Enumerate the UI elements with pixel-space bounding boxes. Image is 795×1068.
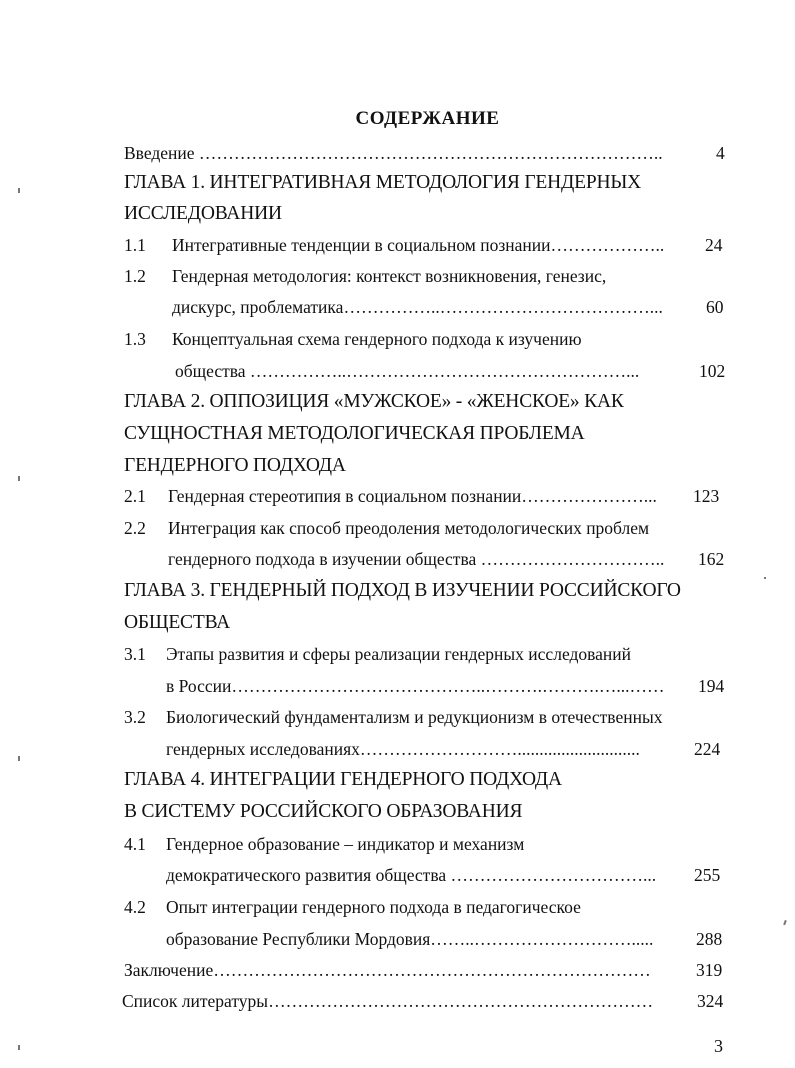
section-1-3-page: 102 — [699, 361, 726, 381]
section-2-2-title-line1: Интеграция как способ преодоления методологических проблем — [168, 518, 650, 538]
section-2-1-page: 123 — [693, 486, 720, 506]
section-1-2-entry — [172, 297, 663, 318]
section-4-1-number: 4.1 — [124, 834, 146, 854]
section-4-1-entry — [166, 865, 656, 886]
scan-speck — [764, 577, 766, 579]
section-3-1-title-line1: Этапы развития и сферы реализации гендерных исследований — [166, 644, 632, 664]
section-1-2-title-line2: дискурс, проблематика — [172, 297, 344, 317]
toc-references — [122, 991, 653, 1012]
section-2-1-entry — [168, 486, 657, 507]
section-2-1-dots: …………………... — [521, 486, 657, 506]
chapter3-title-line2: ОБЩЕСТВА — [124, 612, 231, 633]
section-2-2-number: 2.2 — [124, 518, 146, 538]
section-1-1-entry — [172, 235, 664, 256]
toc-conclusion — [124, 960, 651, 981]
section-2-1-number: 2.1 — [124, 486, 146, 506]
section-4-2-entry — [166, 929, 653, 950]
section-1-2-dots: ……………..………………………………... — [343, 297, 663, 317]
toc-intro-page: 4 — [716, 143, 725, 163]
section-4-1-page: 255 — [694, 865, 721, 885]
section-1-1-number: 1.1 — [124, 235, 146, 255]
section-3-1-title-line2: в России — [166, 676, 232, 696]
chapter1-title-line2: ИССЛЕДОВАНИИ — [124, 203, 282, 224]
toc-references-page: 324 — [697, 991, 724, 1011]
toc-intro-text: Введение — [124, 143, 195, 163]
section-4-2-number: 4.2 — [124, 897, 146, 917]
section-3-2-title-line2: гендерных исследованиях — [166, 739, 360, 759]
section-4-2-dots: ……..………………………..... — [430, 929, 654, 949]
section-3-2-title-line1: Биологический фундаментализм и редукционизм в отечественных — [166, 707, 663, 727]
section-2-2-page: 162 — [698, 549, 725, 569]
section-2-2-dots: ………………………….. — [476, 549, 665, 569]
section-1-3-title-line1: Концептуальная схема гендерного подхода к изучению — [172, 329, 582, 349]
section-4-2-title-line2: образование Республики Мордовия — [166, 929, 431, 949]
toc-conclusion-page: 319 — [696, 960, 723, 980]
chapter1-title-line1: ГЛАВА 1. ИНТЕГРАТИВНАЯ МЕТОДОЛОГИЯ ГЕНДЕРНЫХ — [124, 172, 642, 193]
section-1-1-title: Интегративные тенденции в социальном познании — [172, 235, 551, 255]
chapter2-title-line3: ГЕНДЕРНОГО ПОДХОДА — [124, 455, 346, 476]
toc-conclusion-text: Заключение — [124, 960, 214, 980]
scan-speck — [18, 188, 20, 193]
section-1-3-dots: ……………..…………………………………………... — [245, 361, 640, 381]
section-1-1-dots: ……………….. — [550, 235, 665, 255]
section-4-1-title-line1: Гендерное образование – индикатор и механизм — [166, 834, 525, 854]
section-3-1-entry — [166, 676, 665, 697]
section-3-2-dots: ………………………............................ — [359, 739, 640, 759]
section-4-2-page: 288 — [696, 929, 723, 949]
section-1-2-number: 1.2 — [124, 266, 146, 286]
section-2-2-entry — [168, 549, 664, 570]
section-1-3-number: 1.3 — [124, 329, 146, 349]
chapter2-title-line1: ГЛАВА 2. ОППОЗИЦИЯ «МУЖСКОЕ» - «ЖЕНСКОЕ» КАК — [124, 391, 624, 412]
scan-speck — [18, 756, 20, 761]
section-4-1-title-line2: демократического развития общества — [166, 865, 447, 885]
toc-title: СОДЕРЖАНИЕ — [355, 108, 500, 129]
section-3-1-page: 194 — [698, 676, 725, 696]
toc-intro — [124, 143, 663, 164]
section-3-2-page: 224 — [694, 739, 721, 759]
toc-intro-dots: …………………………………………………………………….. — [194, 143, 663, 163]
scan-speck — [18, 476, 20, 481]
scan-speck — [18, 1045, 20, 1050]
toc-conclusion-dots: ………………………………………………………………… — [213, 960, 651, 980]
section-4-2-title-line1: Опыт интеграции гендерного подхода в педагогическое — [166, 897, 581, 917]
chapter4-title-line2: В СИСТЕМУ РОССИЙСКОГО ОБРАЗОВАНИЯ — [124, 801, 523, 822]
chapter3-title-line1: ГЛАВА 3. ГЕНДЕРНЫЙ ПОДХОД В ИЗУЧЕНИИ РОССИЙСКОГО — [124, 580, 681, 601]
section-2-2-title-line2: гендерного подхода в изучении общества — [168, 549, 477, 569]
section-2-1-title: Гендерная стереотипия в социальном познании — [168, 486, 522, 506]
section-1-3-entry — [175, 361, 639, 382]
scan-speck — [783, 920, 786, 925]
section-1-2-title-line1: Гендерная методология: контекст возникновения, генезис, — [172, 266, 607, 286]
section-3-1-dots: ……………………………………..……….……….…...…… — [231, 676, 665, 696]
section-1-1-page: 24 — [705, 235, 723, 255]
section-3-2-entry — [166, 739, 640, 760]
section-3-2-number: 3.2 — [124, 707, 146, 727]
page-number: 3 — [714, 1036, 723, 1056]
toc-references-text: Список литературы — [122, 991, 269, 1011]
section-4-1-dots: ……………………………... — [446, 865, 657, 885]
section-1-2-page: 60 — [706, 297, 724, 317]
section-3-1-number: 3.1 — [124, 644, 146, 664]
toc-references-dots: ………………………………………………………… — [268, 991, 654, 1011]
section-1-3-title-line2: общества — [175, 361, 246, 381]
chapter4-title-line1: ГЛАВА 4. ИНТЕГРАЦИИ ГЕНДЕРНОГО ПОДХОДА — [124, 769, 562, 790]
chapter2-title-line2: СУЩНОСТНАЯ МЕТОДОЛОГИЧЕСКАЯ ПРОБЛЕМА — [124, 423, 585, 444]
